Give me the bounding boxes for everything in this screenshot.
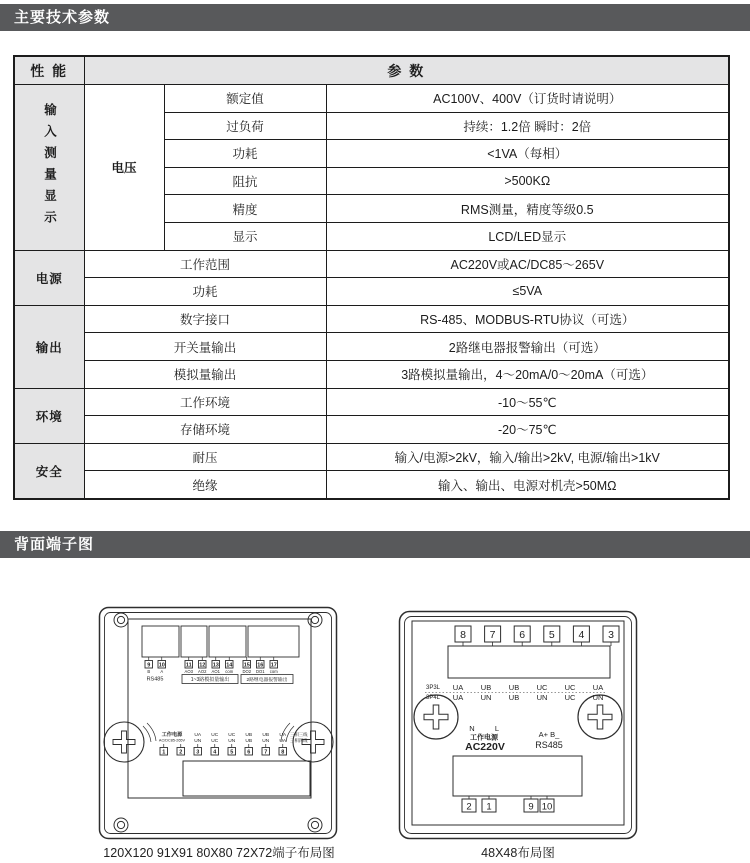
svg-text:com: com bbox=[225, 669, 234, 674]
leader-lines-bottom bbox=[164, 744, 283, 748]
top-terminal-numbers bbox=[147, 662, 277, 668]
rs485-pins-label: A+ B_ bbox=[538, 730, 560, 739]
svg-text:13: 13 bbox=[212, 662, 219, 669]
group-power-supply: 电源 bbox=[14, 250, 84, 305]
param-name: 开关量输出 bbox=[84, 333, 326, 361]
outer-case-outline bbox=[100, 608, 337, 839]
bottom-terminal-numbers bbox=[466, 802, 552, 813]
param-value: <1VA（每相） bbox=[326, 140, 729, 168]
svg-text:8: 8 bbox=[460, 629, 466, 641]
power-n-label: N bbox=[469, 724, 475, 733]
svg-text:UN: UN bbox=[194, 739, 202, 744]
wiring-4wire-label: 三相四线 bbox=[290, 738, 308, 743]
svg-text:UC: UC bbox=[211, 733, 219, 738]
param-value: RMS测量，精度等级0.5 bbox=[326, 195, 729, 223]
svg-text:1: 1 bbox=[162, 749, 166, 756]
phase-labels-row2 bbox=[194, 738, 287, 744]
svg-text:4: 4 bbox=[213, 749, 217, 756]
svg-text:10: 10 bbox=[158, 662, 165, 669]
terminal-diagram-48x48 bbox=[398, 610, 638, 840]
svg-text:9: 9 bbox=[528, 801, 534, 813]
param-value: RS-485、MODBUS-RTU协议（可选） bbox=[326, 305, 729, 333]
table-header-parameter: 参 数 bbox=[84, 56, 729, 85]
param-value: AC220V或AC/DC85～265V bbox=[326, 250, 729, 278]
top-pin-labels bbox=[147, 669, 278, 674]
param-name: 阻抗 bbox=[164, 167, 326, 195]
phase-labels-row1 bbox=[194, 732, 286, 738]
wiring-3wire-label: 三相三线 bbox=[290, 732, 308, 737]
param-value: ≤5VA bbox=[326, 278, 729, 306]
top-terminal-blocks bbox=[455, 626, 619, 642]
leader-lines-top bbox=[463, 642, 611, 646]
param-name: 绝缘 bbox=[84, 471, 326, 499]
svg-text:UN: UN bbox=[536, 693, 548, 702]
param-name: 额定值 bbox=[164, 85, 326, 113]
svg-text:6: 6 bbox=[519, 629, 526, 641]
svg-text:AO2: AO2 bbox=[198, 669, 207, 674]
param-name: 存储环境 bbox=[84, 416, 326, 444]
svg-text:UB: UB bbox=[262, 733, 270, 738]
top-terminal-numbers bbox=[460, 629, 614, 641]
table-header-performance: 性 能 bbox=[14, 56, 84, 85]
param-name: 过负荷 bbox=[164, 112, 326, 140]
group-safety: 安全 bbox=[14, 443, 84, 499]
upper-terminal-cover bbox=[448, 646, 610, 678]
svg-text:UN: UN bbox=[262, 739, 270, 744]
svg-text:10: 10 bbox=[541, 801, 553, 813]
svg-text:UA: UA bbox=[279, 739, 287, 744]
svg-text:6: 6 bbox=[247, 749, 251, 756]
svg-text:UC: UC bbox=[536, 683, 548, 692]
section-title-main-params: 主要技术参数 bbox=[0, 4, 750, 31]
param-value: 2路继电器报警输出（可选） bbox=[326, 333, 729, 361]
row-3p4l-tag: 3P4L bbox=[426, 695, 441, 701]
param-name: 功耗 bbox=[84, 278, 326, 306]
analog-output-label: 1~3路模拟量输出 bbox=[190, 677, 230, 683]
param-name: 耐压 bbox=[84, 443, 326, 471]
svg-text:14: 14 bbox=[226, 662, 233, 669]
param-name: 工作范围 bbox=[84, 250, 326, 278]
svg-text:UC: UC bbox=[228, 733, 236, 738]
svg-text:3: 3 bbox=[608, 629, 614, 641]
param-name: 显示 bbox=[164, 222, 326, 250]
relay-output-label: 2路继电器报警输出 bbox=[246, 678, 288, 683]
svg-text:9: 9 bbox=[147, 662, 151, 669]
svg-text:17: 17 bbox=[270, 662, 277, 669]
svg-text:3: 3 bbox=[196, 749, 200, 756]
leader-lines-top bbox=[149, 657, 274, 661]
left-diagram-caption: 120X120 91X91 80X80 72X72端子布局图 bbox=[103, 846, 335, 860]
group-input-measure-display-label: 输入测量显示 bbox=[42, 102, 57, 232]
svg-text:5: 5 bbox=[548, 629, 555, 641]
svg-text:4: 4 bbox=[578, 629, 585, 641]
svg-text:UA: UA bbox=[279, 733, 287, 738]
param-name: 精度 bbox=[164, 195, 326, 223]
svg-text:UC: UC bbox=[564, 693, 576, 702]
param-value: 输入/电源>2kV，输入/输出>2kV, 电源/输出>1kV bbox=[326, 443, 729, 471]
svg-text:UC: UC bbox=[211, 739, 219, 744]
svg-text:UA: UA bbox=[452, 683, 464, 692]
row-3p3l-tag: 3P3L bbox=[426, 685, 441, 691]
rear-panel-outline bbox=[412, 621, 624, 825]
param-value: 持续：1.2倍 瞬时：2倍 bbox=[326, 112, 729, 140]
param-value: >500KΩ bbox=[326, 167, 729, 195]
param-value: AC100V、400V（订货时请说明） bbox=[326, 85, 729, 113]
svg-text:5: 5 bbox=[230, 749, 234, 756]
param-name: 数字接口 bbox=[84, 305, 326, 333]
lower-terminal-cover bbox=[453, 756, 582, 796]
svg-text:UB: UB bbox=[245, 739, 253, 744]
module-boxes bbox=[142, 626, 299, 657]
svg-text:2: 2 bbox=[466, 801, 472, 813]
svg-text:UB: UB bbox=[245, 733, 253, 738]
inner-case-outline bbox=[105, 613, 332, 834]
group-environment: 环境 bbox=[14, 388, 84, 443]
svg-text:7: 7 bbox=[489, 629, 496, 641]
param-value: 输入、输出、电源对机壳>50MΩ bbox=[326, 471, 729, 499]
power-l-label: L bbox=[494, 724, 500, 733]
svg-text:AO3: AO3 bbox=[184, 669, 193, 674]
svg-text:UN: UN bbox=[480, 693, 492, 702]
svg-text:16: 16 bbox=[257, 662, 264, 669]
svg-text:11: 11 bbox=[185, 662, 192, 669]
param-name: 功耗 bbox=[164, 140, 326, 168]
svg-text:UN: UN bbox=[228, 739, 236, 744]
svg-text:2: 2 bbox=[179, 749, 183, 756]
svg-text:UA: UA bbox=[592, 683, 604, 692]
svg-text:AO1: AO1 bbox=[211, 669, 220, 674]
mounting-screw-icon bbox=[104, 722, 144, 762]
param-value: LCD/LED显示 bbox=[326, 222, 729, 250]
svg-text:UB: UB bbox=[508, 683, 520, 692]
svg-text:B: B bbox=[147, 669, 151, 674]
spec-table bbox=[13, 55, 730, 500]
power-supply-label: 工作电源 bbox=[470, 734, 498, 742]
param-name: 工作环境 bbox=[84, 388, 326, 416]
group-output: 输出 bbox=[14, 305, 84, 388]
mounting-screw-icon bbox=[414, 695, 458, 739]
right-diagram-caption: 48X48布局图 bbox=[481, 846, 555, 860]
svg-text:15: 15 bbox=[243, 662, 250, 669]
bottom-terminal-cover bbox=[183, 761, 310, 796]
svg-text:UC: UC bbox=[564, 683, 576, 692]
group-input-measure-display bbox=[14, 85, 84, 251]
svg-text:DO2: DO2 bbox=[242, 669, 252, 674]
svg-text:com: com bbox=[269, 669, 278, 674]
power-supply-label: 工作电源 bbox=[161, 732, 183, 738]
section-title-rear-terminals: 背面端子图 bbox=[0, 531, 750, 558]
svg-text:1: 1 bbox=[486, 801, 492, 813]
rear-panel-outline bbox=[128, 619, 311, 798]
svg-text:UB: UB bbox=[508, 693, 520, 702]
svg-text:UN: UN bbox=[592, 693, 604, 702]
svg-text:A: A bbox=[160, 669, 164, 674]
rs485-label: RS485 bbox=[535, 740, 563, 750]
row-3p3l-values bbox=[453, 683, 603, 692]
terminal-diagram-large-sizes bbox=[98, 606, 338, 840]
svg-text:8: 8 bbox=[281, 749, 285, 756]
svg-text:7: 7 bbox=[264, 749, 268, 756]
param-value: 3路模拟量输出，4～20mA/0～20mA（可选） bbox=[326, 360, 729, 388]
svg-text:UA: UA bbox=[452, 693, 464, 702]
screw-hole-icon bbox=[114, 613, 322, 832]
power-voltage-label: AC220V bbox=[465, 741, 505, 753]
bottom-terminal-numbers bbox=[162, 749, 284, 755]
param-name: 模拟量输出 bbox=[84, 360, 326, 388]
bottom-terminal-blocks bbox=[462, 799, 554, 812]
rs485-label: RS485 bbox=[146, 676, 164, 683]
svg-text:UA: UA bbox=[194, 733, 202, 738]
param-value: -20～75℃ bbox=[326, 416, 729, 444]
svg-text:DO1: DO1 bbox=[255, 669, 265, 674]
svg-text:12: 12 bbox=[199, 662, 206, 669]
param-value: -10～55℃ bbox=[326, 388, 729, 416]
power-supply-range: AC/DC85-265V bbox=[158, 738, 186, 743]
subgroup-voltage: 电压 bbox=[84, 85, 164, 251]
row-3p4l-values bbox=[453, 693, 604, 702]
svg-text:UB: UB bbox=[480, 683, 492, 692]
